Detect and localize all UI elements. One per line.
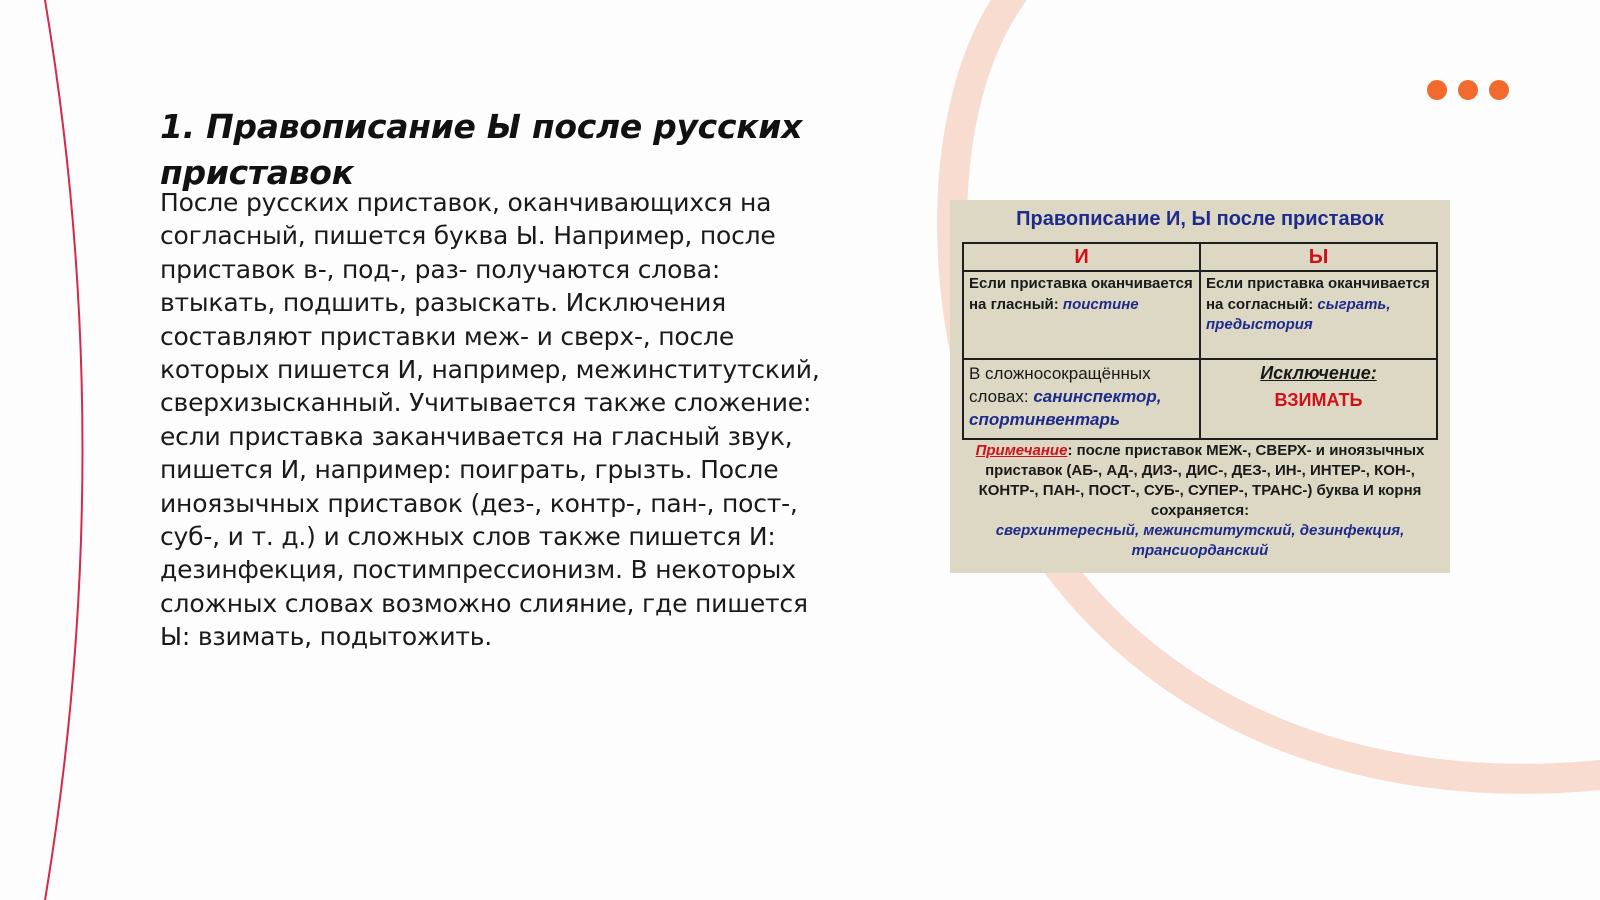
left-red-curve [45,0,83,900]
table-row [963,359,1437,439]
rules-table [962,242,1438,440]
table-row [963,271,1437,359]
table-cell [1200,359,1437,439]
exception-label: Исключение: [1260,363,1377,383]
note-examples: сверхинтересный, межинститутский, дезинфекция, трансиорданский [995,522,1405,559]
cell-example: поистине [1062,295,1139,313]
table-cell [963,271,1200,359]
slide-body-text: После русских приставок, оканчивающихся на согласный, пишется буква Ы. Например, после приставок в-, под-, раз- получаются слова: втыкать, подшить, разыскать. Исключения составляют приставки меж- и сверх-, после которых пишется И, например, межинститутский, сверхизысканный. Учитывается также сложение: если приставка заканчивается на гласный звук, пишется И, например: поиграть, грызть. После иноязычных приставок (дез-, контр-, пан-, пост-, суб-, и т. д.) и сложных слов также пишется И: дезинфекция, постимпрессионизм. В некоторых сложных словах возможно слияние, где пишется Ы: взимать, подытожить. [160,188,820,652]
cell-text: Если приставка оканчивается на гласный: [969,275,1193,313]
dots-decoration-icon [1427,80,1509,100]
rules-table-image [950,200,1450,573]
cell-example: сыграть, предыстория [1206,295,1391,333]
dot-icon [1458,80,1478,100]
dot-icon [1489,80,1509,100]
column-header-y: Ы [1200,243,1437,271]
table-cell [1200,271,1437,359]
slide-title: 1. Правописание Ы после русских приставок [160,107,803,192]
cell-text: Если приставка оканчивается на согласный: [1206,275,1430,313]
dot-icon [1427,80,1447,100]
note-label: Примечание [975,442,1068,459]
cell-example: санинспектор, спортинвентарь [969,387,1162,429]
note-text: : после приставок МЕЖ-, СВЕРХ- и иноязычных приставок (АБ-, АД-, ДИЗ-, ДИС-, ДЕЗ-, ИН-, ИНТЕР-, КОН-, КОНТР-, ПАН-, ПОСТ-, СУБ-, СУПЕР-, ТРАНС-) буква И корня сохраняется: [978,442,1425,519]
column-header-i: И [963,243,1200,271]
exception-word: ВЗИМАТЬ [1274,390,1363,410]
figure-note [964,441,1436,561]
cell-text: В сложносокращённых словах: [969,364,1151,406]
figure-title: Правописание И, Ы после приставок [1016,208,1384,230]
table-cell [963,359,1200,439]
table-header-row [963,243,1437,271]
